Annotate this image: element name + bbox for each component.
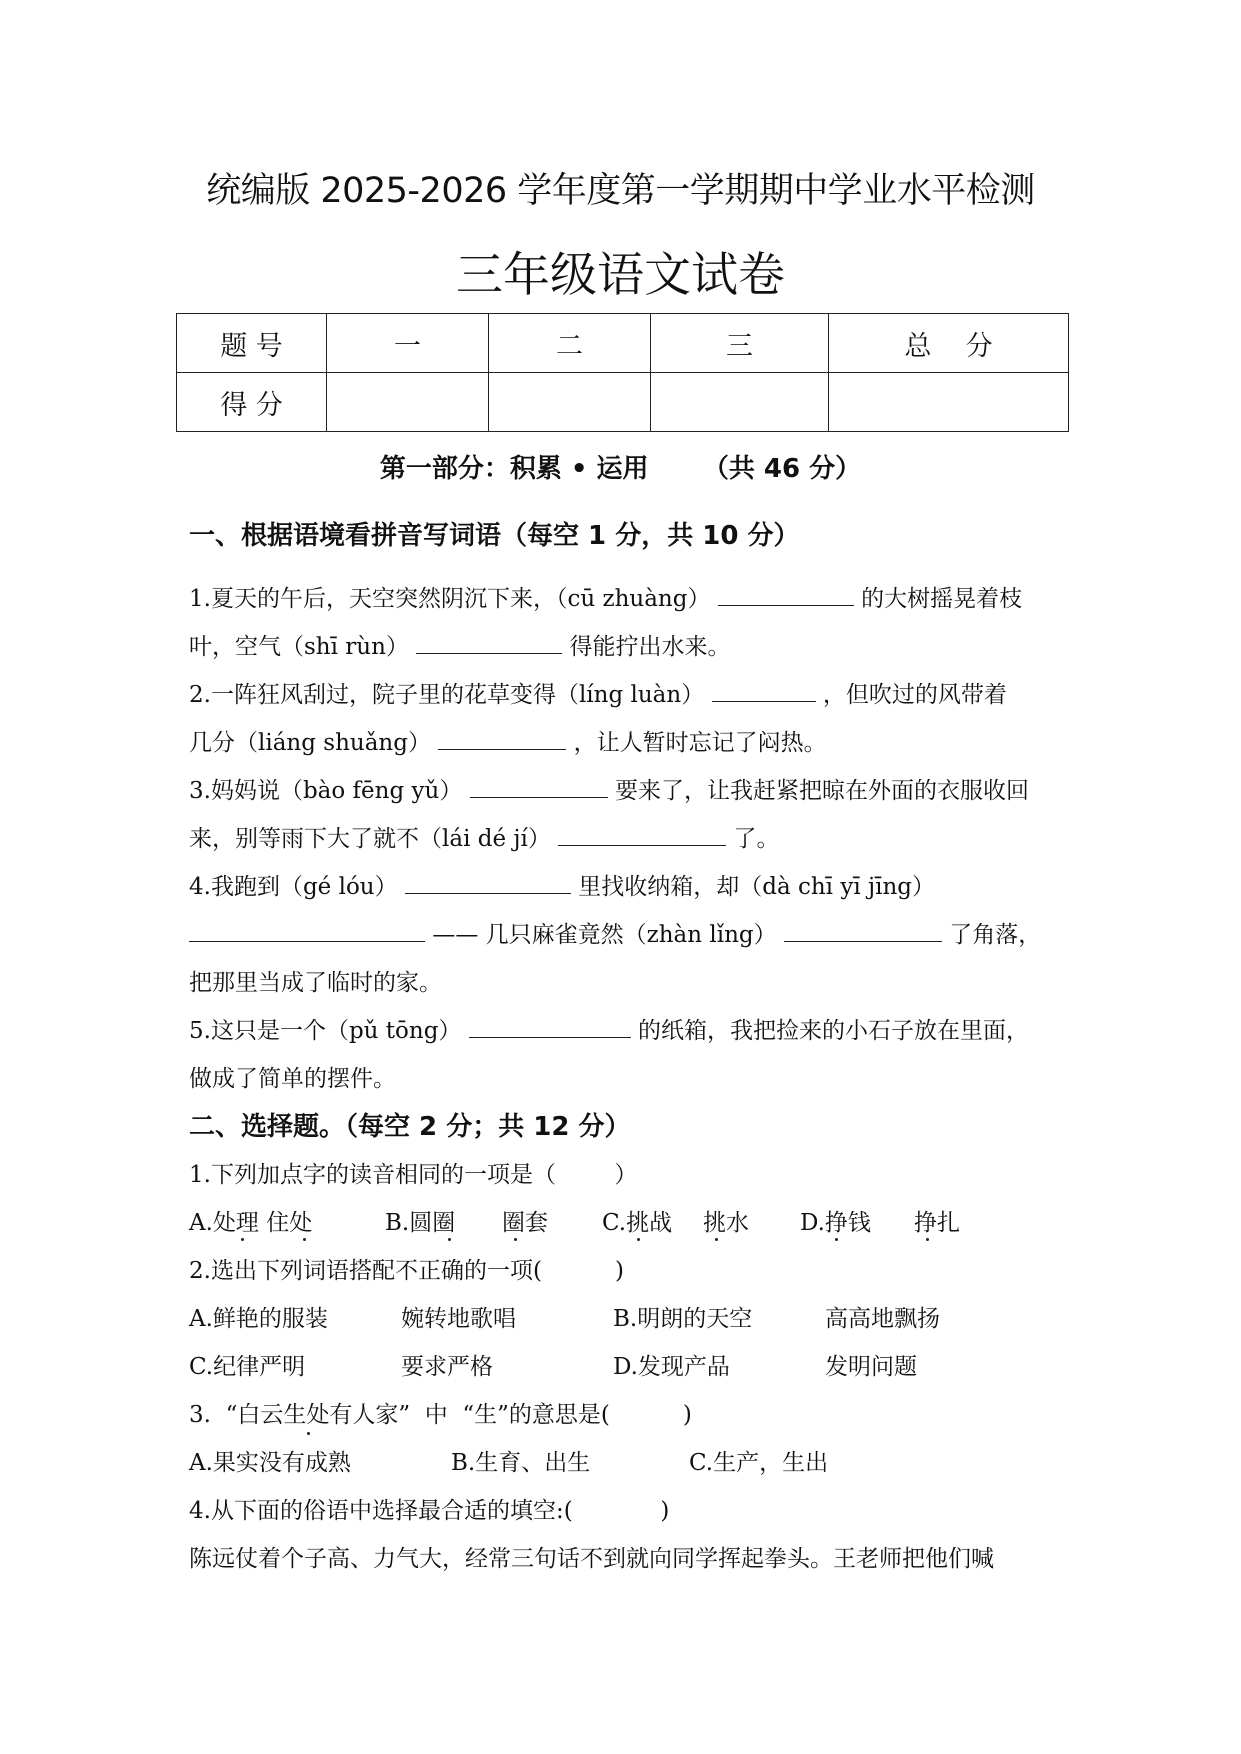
q5-line-2: 做成了简单的摆件。 — [189, 1066, 396, 1092]
score-table-header-row — [177, 314, 1069, 373]
emphasis-dot — [303, 1238, 306, 1241]
emphasis-dot — [514, 1238, 517, 1241]
mc-q1-option-d2: 挣扎 — [914, 1210, 960, 1236]
mc-q2-option-b2: 高高地飘扬 — [825, 1306, 940, 1332]
mc-q1-option-b[interactable]: B.圆圈 — [385, 1210, 456, 1236]
q3-text-end: 要来了，让我赶紧把晾在外面的衣服收回 — [614, 778, 1029, 804]
emphasis-dot — [637, 1238, 640, 1241]
part2-heading: 二、选择题。（每空 2 分；共 12 分） — [189, 1112, 631, 1142]
q5-blank-1[interactable] — [469, 1013, 631, 1038]
q3-text-2-end: 了。 — [733, 826, 780, 852]
q1-line-1 — [189, 580, 1022, 613]
score-cell-total: 总 分 — [829, 314, 1069, 373]
q2-text: 2.一阵狂风刮过，院子里的花草变得（líng luàn） — [189, 682, 705, 708]
emphasis-dot — [241, 1238, 244, 1241]
q4-text-2: —— 几只麻雀竟然（zhàn lǐng） — [432, 922, 777, 948]
score-cell-q1: 一 — [327, 314, 489, 373]
emphasis-dot — [448, 1238, 451, 1241]
mc-q1-option-c[interactable]: C.挑战 — [602, 1210, 673, 1236]
q2-text-end: ，但吹过的风带着 — [822, 682, 1007, 708]
q2-blank-1[interactable] — [712, 677, 816, 702]
q3-blank-2[interactable] — [558, 821, 726, 846]
exam-title: 统编版 2025-2026 学年度第一学期期中学业水平检测 — [206, 171, 1035, 211]
mc-q4-text: 陈远仗着个子高、力气大，经常三句话不到就向同学挥起拳头。王老师把他们喊 — [189, 1546, 994, 1572]
q4-line-3: 把那里当成了临时的家。 — [189, 970, 442, 996]
mc-q2-option-d[interactable]: D.发现产品 — [613, 1354, 730, 1380]
mc-q1-options — [189, 1204, 1089, 1240]
mc-q2-option-c2: 要求严格 — [401, 1354, 493, 1380]
score-cell-q3: 三 — [651, 314, 829, 373]
q4-blank-1[interactable] — [405, 869, 571, 894]
q3-blank-1[interactable] — [470, 773, 608, 798]
mc-q2: 2.选出下列词语搭配不正确的一项( ) — [189, 1258, 625, 1284]
q5-text-end: 的纸箱，我把捡来的小石子放在里面， — [638, 1018, 1030, 1044]
section-title: 第一部分：积累 • 运用 （共 46 分） — [379, 454, 862, 484]
mc-q1-option-b2: 圈套 — [502, 1210, 548, 1236]
score-table — [176, 313, 1069, 432]
emphasis-dot — [835, 1238, 838, 1241]
score-input-q2[interactable] — [489, 373, 651, 432]
q4-line-1 — [189, 868, 935, 901]
mc-q2-option-b[interactable]: B.明朗的天空 — [613, 1306, 753, 1332]
mc-q3-options — [189, 1444, 1089, 1480]
emphasis-dot — [715, 1238, 718, 1241]
score-input-q1[interactable] — [327, 373, 489, 432]
q2-line-1 — [189, 676, 1007, 709]
q3-line-2 — [189, 820, 780, 853]
score-cell-q2: 二 — [489, 314, 651, 373]
q3-text: 3.妈妈说（bào fēng yǔ） — [189, 778, 463, 804]
q1-text: 1.夏天的午后，天空突然阴沉下来，（cū zhuàng） — [189, 586, 711, 612]
mc-q4: 4.从下面的俗语中选择最合适的填空:( ) — [189, 1498, 670, 1524]
mc-q3-option-c[interactable]: C.生产，生出 — [689, 1450, 829, 1476]
mc-q3-option-a[interactable]: A.果实没有成熟 — [189, 1450, 351, 1476]
mc-q2-option-a2: 婉转地歌唱 — [401, 1306, 516, 1332]
q1-text-2: 叶，空气（shī rùn） — [189, 634, 409, 660]
q4-text-2-end: 了角落， — [949, 922, 1042, 948]
mc-q1-option-c2: 挑水 — [703, 1210, 749, 1236]
q1-text-2-end: 得能拧出水来。 — [569, 634, 731, 660]
exam-subtitle: 三年级语文试卷 — [456, 248, 785, 303]
q5-line-1 — [189, 1012, 1029, 1045]
q2-line-2 — [189, 724, 827, 757]
score-row-label: 得 分 — [177, 373, 327, 432]
q3-text-2: 来，别等雨下大了就不（lái dé jí） — [189, 826, 551, 852]
q2-text-2: 几分（liáng shuǎng） — [189, 730, 431, 756]
q3-line-1 — [189, 772, 1029, 805]
q4-line-2 — [189, 916, 1041, 949]
score-input-q3[interactable] — [651, 373, 829, 432]
emphasis-dot — [307, 1432, 310, 1435]
q4-blank-3[interactable] — [784, 917, 942, 942]
mc-q1-option-a[interactable]: A.处理 住处 — [189, 1210, 313, 1236]
mc-q2-option-d2: 发明问题 — [825, 1354, 917, 1380]
mc-q2-option-a[interactable]: A.鲜艳的服装 — [189, 1306, 328, 1332]
mc-q1: 1.下列加点字的读音相同的一项是（ ） — [189, 1162, 638, 1188]
mc-q2-options-row2 — [189, 1348, 1089, 1384]
score-cell-label: 题 号 — [177, 314, 327, 373]
mc-q3-option-b[interactable]: B.生育、出生 — [451, 1450, 591, 1476]
score-table-score-row — [177, 373, 1069, 432]
mc-q2-options-row1 — [189, 1300, 1089, 1336]
mc-q3: 3. “白云生处有人家” 中 “生”的意思是( ) — [189, 1402, 692, 1428]
emphasis-dot — [926, 1238, 929, 1241]
q2-blank-2[interactable] — [438, 725, 566, 750]
q1-blank-1[interactable] — [718, 581, 854, 606]
score-input-total[interactable] — [829, 373, 1069, 432]
q4-text: 4.我跑到（gé lóu） — [189, 874, 398, 900]
mc-q1-option-d[interactable]: D.挣钱 — [800, 1210, 871, 1236]
q1-line-2 — [189, 628, 731, 661]
q4-blank-2[interactable] — [189, 917, 425, 942]
part1-heading: 一、根据语境看拼音写词语（每空 1 分，共 10 分） — [189, 521, 800, 551]
q5-text: 5.这只是一个（pǔ tōng） — [189, 1018, 462, 1044]
q2-text-2-end: ，让人暂时忘记了闷热。 — [573, 730, 827, 756]
mc-q2-option-c[interactable]: C.纪律严明 — [189, 1354, 306, 1380]
q1-blank-2[interactable] — [416, 629, 562, 654]
q4-text-mid: 里找收纳箱，却（dà chī yī jīng） — [578, 874, 936, 900]
q1-text-end: 的大树摇晃着枝 — [861, 586, 1023, 612]
